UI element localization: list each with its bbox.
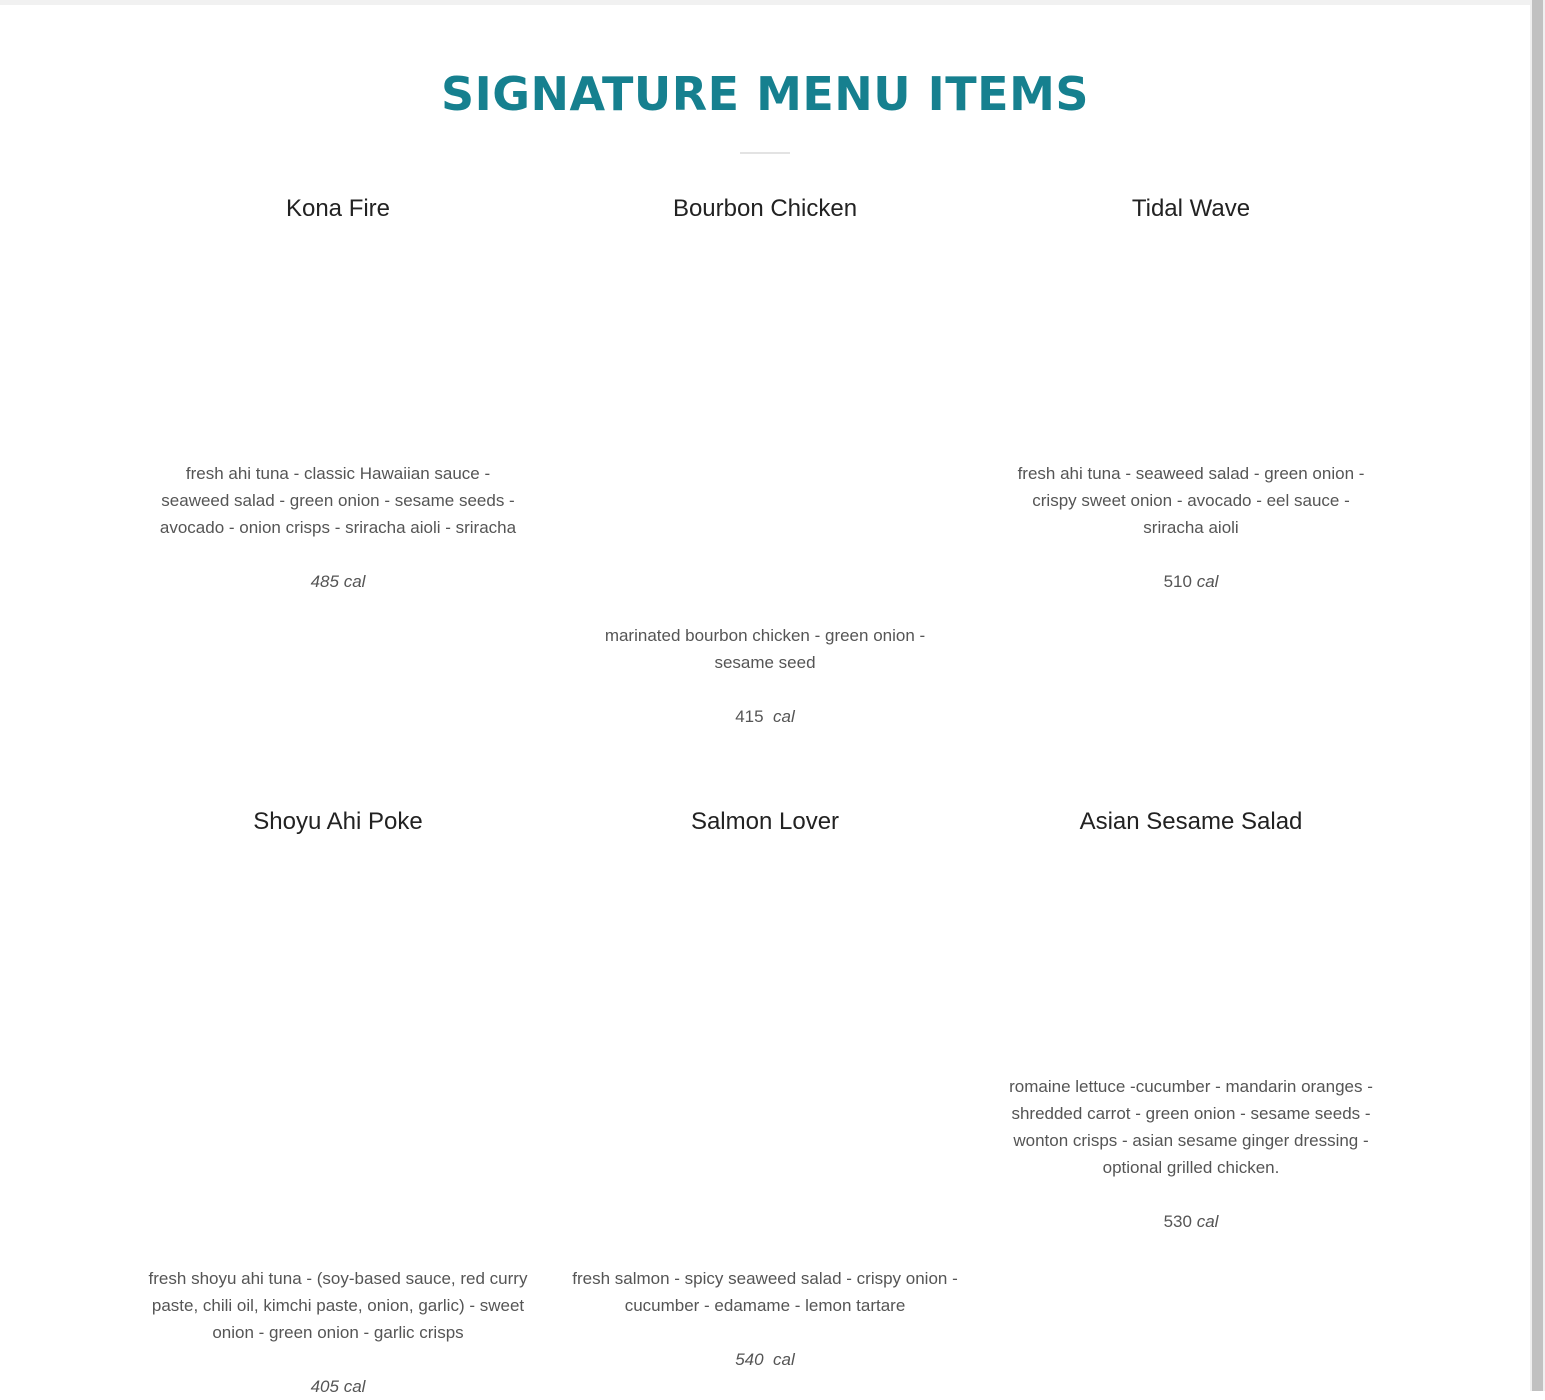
- section-title: SIGNATURE MENU ITEMS: [440, 67, 1089, 121]
- calories-unit: cal: [1196, 572, 1219, 591]
- calories-unit: cal: [773, 1350, 795, 1369]
- calories-value: 530: [1163, 1212, 1192, 1231]
- menu-item-name: Shoyu Ahi Poke: [253, 808, 423, 835]
- menu-item-calories: [138, 568, 538, 595]
- menu-item-description: fresh ahi tuna - classic Hawaiian sauce - seaweed salad - green onion - sesame seeds - avocado - onion crisps - sriracha aioli - sriracha: [159, 464, 517, 537]
- calories-value: 540: [735, 1350, 764, 1369]
- menu-item-description: romaine lettuce -cucumber - mandarin oranges - shredded carrot - green onion - sesame seeds - wonton crisps - asian sesame ginger dressing - optional grilled chicken.: [1009, 1077, 1373, 1177]
- calories-unit: cal: [773, 707, 795, 726]
- menu-item-name: Salmon Lover: [690, 808, 840, 835]
- menu-item-image: [138, 224, 538, 460]
- calories-unit: cal: [1196, 1212, 1219, 1231]
- calories-value: 485: [310, 572, 339, 591]
- menu-item-salmon-lover: [565, 807, 965, 1373]
- menu-item-asian-sesame-salad: [991, 807, 1391, 1235]
- menu-item-calories: [991, 568, 1391, 595]
- menu-item-tidal-wave: [991, 194, 1391, 595]
- menu-item-calories: [991, 1208, 1391, 1235]
- title-divider: [740, 152, 790, 154]
- menu-item-kona-fire: [138, 194, 538, 595]
- menu-item-description: fresh salmon - spicy seaweed salad - crispy onion - cucumber - edamame - lemon tartare: [572, 1269, 958, 1315]
- calories-value: 415: [735, 707, 764, 726]
- calories-unit: cal: [343, 1377, 366, 1396]
- calories-value: 510: [1163, 572, 1192, 591]
- menu-item-shoyu-ahi-poke: [138, 807, 538, 1400]
- calories-value: 405: [310, 1377, 339, 1396]
- menu-item-image: [565, 224, 965, 622]
- menu-item-image: [565, 837, 965, 1265]
- menu-item-calories: [138, 1373, 538, 1400]
- menu-item-bourbon-chicken: [565, 194, 965, 730]
- menu-item-description: fresh ahi tuna - seaweed salad - green onion - crispy sweet onion - avocado - eel sauce - sriracha aioli: [1017, 464, 1365, 537]
- menu-item-image: [991, 224, 1391, 460]
- menu-item-calories: [565, 703, 965, 730]
- menu-item-name: Kona Fire: [285, 195, 391, 222]
- menu-item-name: Bourbon Chicken: [672, 195, 858, 222]
- scrollbar-thumb[interactable]: [1532, 0, 1543, 1391]
- menu-item-name: Asian Sesame Salad: [1079, 808, 1303, 835]
- menu-item-image: [138, 837, 538, 1265]
- menu-item-image: [991, 837, 1391, 1073]
- menu-item-calories: [565, 1346, 965, 1373]
- menu-item-description: fresh shoyu ahi tuna - (soy-based sauce, red curry paste, chili oil, kimchi paste, onion, garlic) - sweet onion - green onion - garlic crisps: [148, 1269, 528, 1342]
- menu-item-description: marinated bourbon chicken - green onion - sesame seed: [604, 626, 926, 672]
- vertical-scrollbar[interactable]: [1530, 0, 1545, 1391]
- menu-item-name: Tidal Wave: [1131, 195, 1251, 222]
- calories-unit: cal: [343, 572, 366, 591]
- top-edge-strip: [0, 0, 1530, 5]
